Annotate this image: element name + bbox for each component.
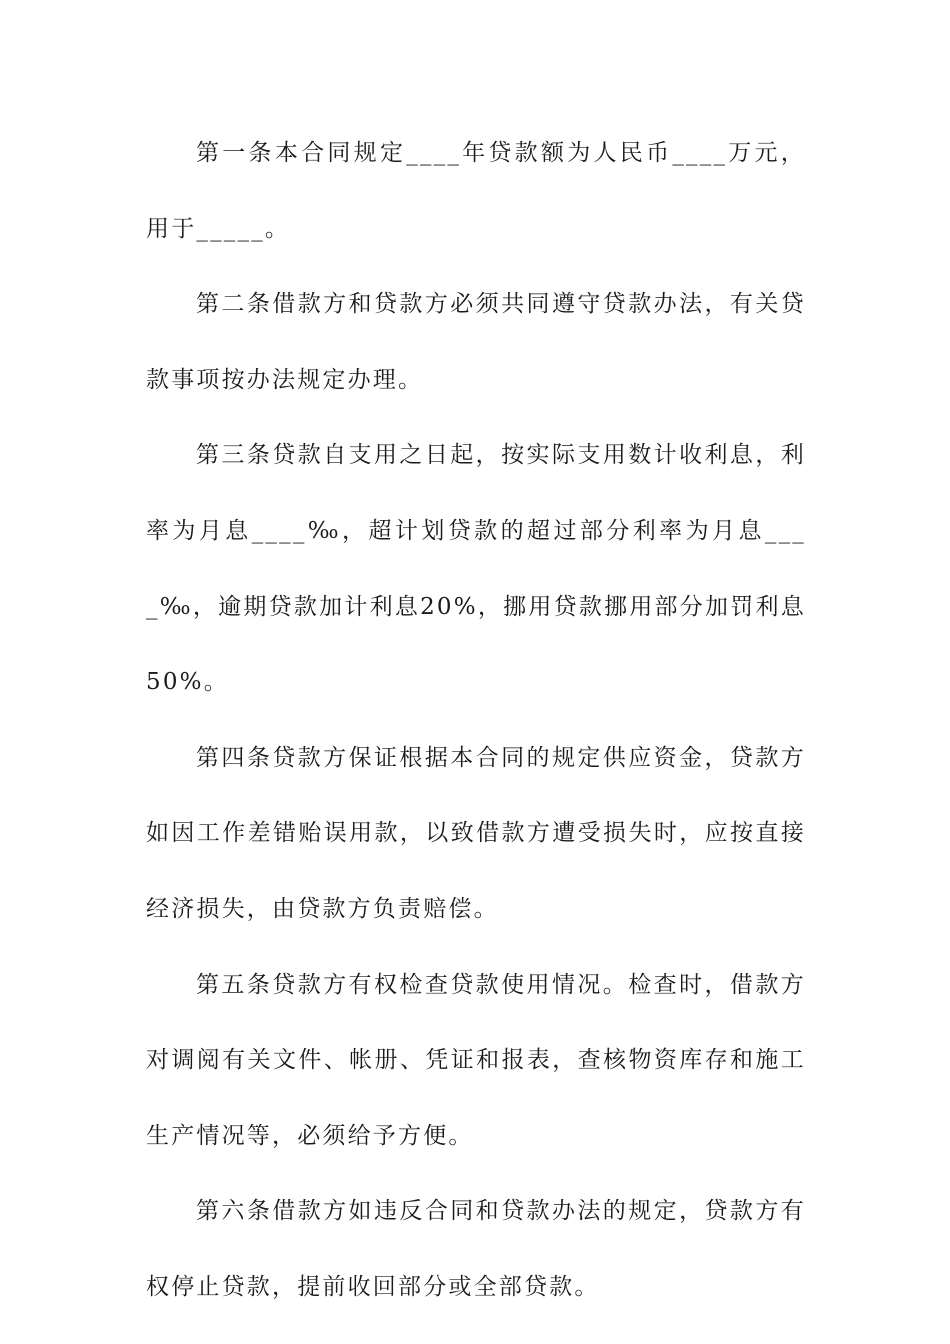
article-3-paragraph: 第三条贷款自支用之日起，按实际支用数计收利息，利率为月息____‰，超计划贷款的超过部分利率为月息____‰，逾期贷款加计利息20%，挪用贷款挪用部分加罚利息50%。 bbox=[146, 442, 806, 696]
article-6-paragraph: 第六条借款方如违反合同和贷款办法的规定，贷款方有权停止贷款，提前收回部分或全部贷款。 bbox=[146, 1198, 806, 1300]
article-5-paragraph: 第五条贷款方有权检查贷款使用情况。检查时，借款方对调阅有关文件、帐册、凭证和报表，查核物资库存和施工生产情况等，必须给予方便。 bbox=[146, 971, 806, 1149]
article-2-paragraph: 第二条借款方和贷款方必须共同遵守贷款办法，有关贷款事项按办法规定办理。 bbox=[146, 291, 806, 393]
article-1-paragraph: 第一条本合同规定____年贷款额为人民币____万元，用于_____。 bbox=[146, 140, 806, 242]
document-body bbox=[146, 116, 806, 1326]
article-4-paragraph: 第四条贷款方保证根据本合同的规定供应资金，贷款方如因工作差错贻误用款，以致借款方遭受损失时，应按直接经济损失，由贷款方负责赔偿。 bbox=[146, 744, 806, 922]
